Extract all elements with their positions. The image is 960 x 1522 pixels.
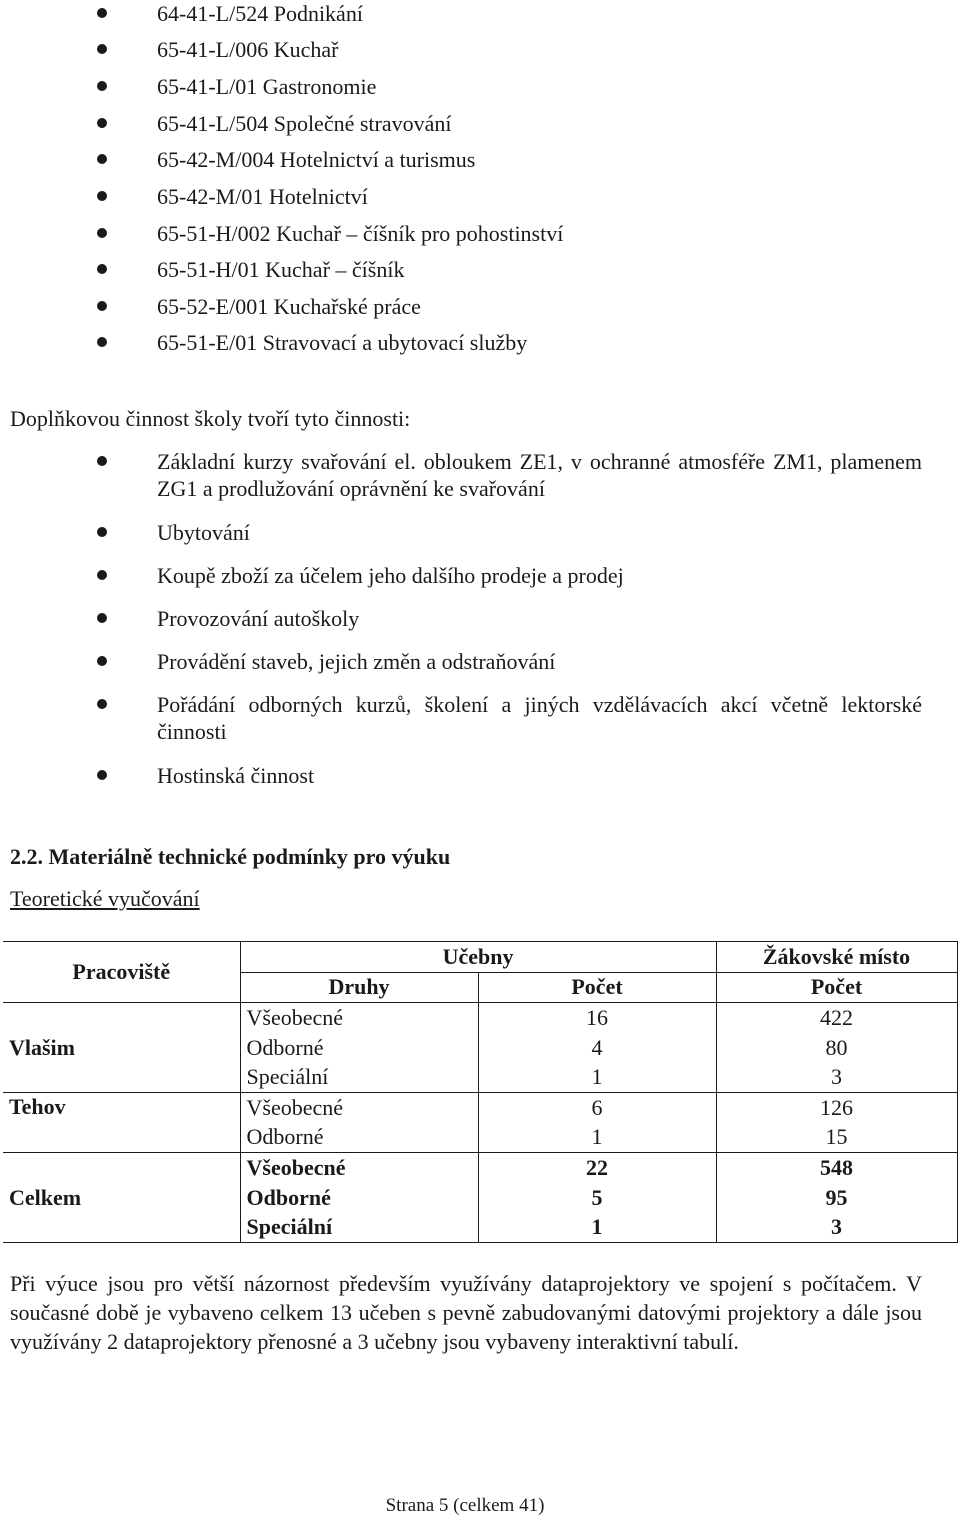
page-footer: Strana 5 (celkem 41) <box>385 1495 545 1516</box>
places-cell: 15 <box>716 1123 957 1153</box>
rooms-cell: 6 <box>478 1092 716 1122</box>
specialization-text: 65-42-M/004 Hotelnictví a turismus <box>157 147 476 172</box>
activity-text: Hostinská činnost <box>157 763 315 788</box>
places-cell: 126 <box>716 1092 957 1122</box>
table-row <box>3 1092 957 1122</box>
bullet-icon <box>97 527 107 537</box>
specialization-text: 65-41-L/006 Kuchař <box>157 37 339 62</box>
bullet-icon <box>97 699 107 709</box>
type-cell: Všeobecné <box>240 1003 478 1033</box>
table-row <box>3 1003 957 1033</box>
header-student-places: Žákovské místo <box>716 942 957 973</box>
place-cell: Vlašim <box>3 1003 240 1093</box>
specialization-text: 65-51-H/002 Kuchař – číšník pro pohostinství <box>157 221 564 246</box>
bullet-icon <box>97 118 107 128</box>
table-header-row <box>3 942 957 973</box>
activity-text: Provozování autoškoly <box>157 606 360 631</box>
bullet-icon <box>97 264 107 274</box>
bullet-icon <box>97 456 107 466</box>
bullet-icon <box>97 154 107 164</box>
specialization-text: 65-42-M/01 Hotelnictví <box>157 184 368 209</box>
type-cell: Všeobecné <box>240 1153 478 1183</box>
places-cell: 3 <box>716 1212 957 1242</box>
supplementary-intro: Doplňkovou činnost školy tvoří tyto činnosti: <box>10 406 411 431</box>
activity-text: Ubytování <box>157 520 250 545</box>
places-cell: 80 <box>716 1033 957 1063</box>
bullet-icon <box>97 44 107 54</box>
type-cell: Odborné <box>240 1183 478 1213</box>
type-cell: Speciální <box>240 1212 478 1242</box>
header-workplace: Pracoviště <box>3 942 240 1003</box>
type-cell: Odborné <box>240 1033 478 1063</box>
type-cell: Odborné <box>240 1123 478 1153</box>
places-cell: 548 <box>716 1153 957 1183</box>
facilities-table <box>3 941 958 1243</box>
closing-paragraph: Při výuce jsou pro větší názornost především využívány dataprojektory ve spojení s počítačem. V současné době je vybaveno celkem 13 učeben s pevně zabudovanými datovými projektory a dále jsou využívány 2 dataprojektory přenosné a 3 učebny jsou vybaveny interaktivní tabulí. <box>10 1271 922 1354</box>
activity-text: Koupě zboží za účelem jeho dalšího prodeje a prodej <box>157 563 624 588</box>
bullet-icon <box>97 613 107 623</box>
specialization-text: 64-41-L/524 Podnikání <box>157 1 363 26</box>
specialization-text: 65-41-L/01 Gastronomie <box>157 74 377 99</box>
place-cell: Celkem <box>3 1153 240 1243</box>
places-cell: 3 <box>716 1062 957 1092</box>
activity-text: Základní kurzy svařování el. obloukem ZE1, v ochranné atmosféře ZM1, plamenem ZG1 a prodlužování oprávnění ke svařování <box>157 449 922 501</box>
bullet-icon <box>97 81 107 91</box>
specialization-text: 65-52-E/001 Kuchařské práce <box>157 294 421 319</box>
bullet-icon <box>97 337 107 347</box>
bullet-icon <box>97 770 107 780</box>
table-row <box>3 1153 957 1183</box>
places-cell: 422 <box>716 1003 957 1033</box>
subheading: Teoretické vyučování <box>10 886 200 911</box>
specialization-text: 65-51-E/01 Stravovací a ubytovací služby <box>157 330 528 355</box>
activity-text: Pořádání odborných kurzů, školení a jiných vzdělávacích akcí včetně lektorské činnosti <box>157 692 922 744</box>
bullet-icon <box>97 191 107 201</box>
bullet-icon <box>97 301 107 311</box>
type-cell: Speciální <box>240 1062 478 1092</box>
place-cell: Tehov <box>3 1092 240 1152</box>
rooms-cell: 1 <box>478 1123 716 1153</box>
rooms-cell: 16 <box>478 1003 716 1033</box>
header-count: Počet <box>478 972 716 1003</box>
section-heading: 2.2. Materiálně technické podmínky pro výuku <box>10 844 451 869</box>
bullet-icon <box>97 228 107 238</box>
rooms-cell: 1 <box>478 1212 716 1242</box>
places-cell: 95 <box>716 1183 957 1213</box>
activity-text: Provádění staveb, jejich změn a odstraňování <box>157 649 556 674</box>
header-count-places: Počet <box>716 972 957 1003</box>
header-types: Druhy <box>240 972 478 1003</box>
bullet-icon <box>97 656 107 666</box>
header-classrooms: Učebny <box>240 942 716 973</box>
rooms-cell: 5 <box>478 1183 716 1213</box>
rooms-cell: 1 <box>478 1062 716 1092</box>
bullet-icon <box>97 570 107 580</box>
type-cell: Všeobecné <box>240 1092 478 1122</box>
specialization-text: 65-51-H/01 Kuchař – číšník <box>157 257 405 282</box>
bullet-icon <box>97 8 107 18</box>
rooms-cell: 4 <box>478 1033 716 1063</box>
rooms-cell: 22 <box>478 1153 716 1183</box>
specialization-text: 65-41-L/504 Společné stravování <box>157 111 452 136</box>
